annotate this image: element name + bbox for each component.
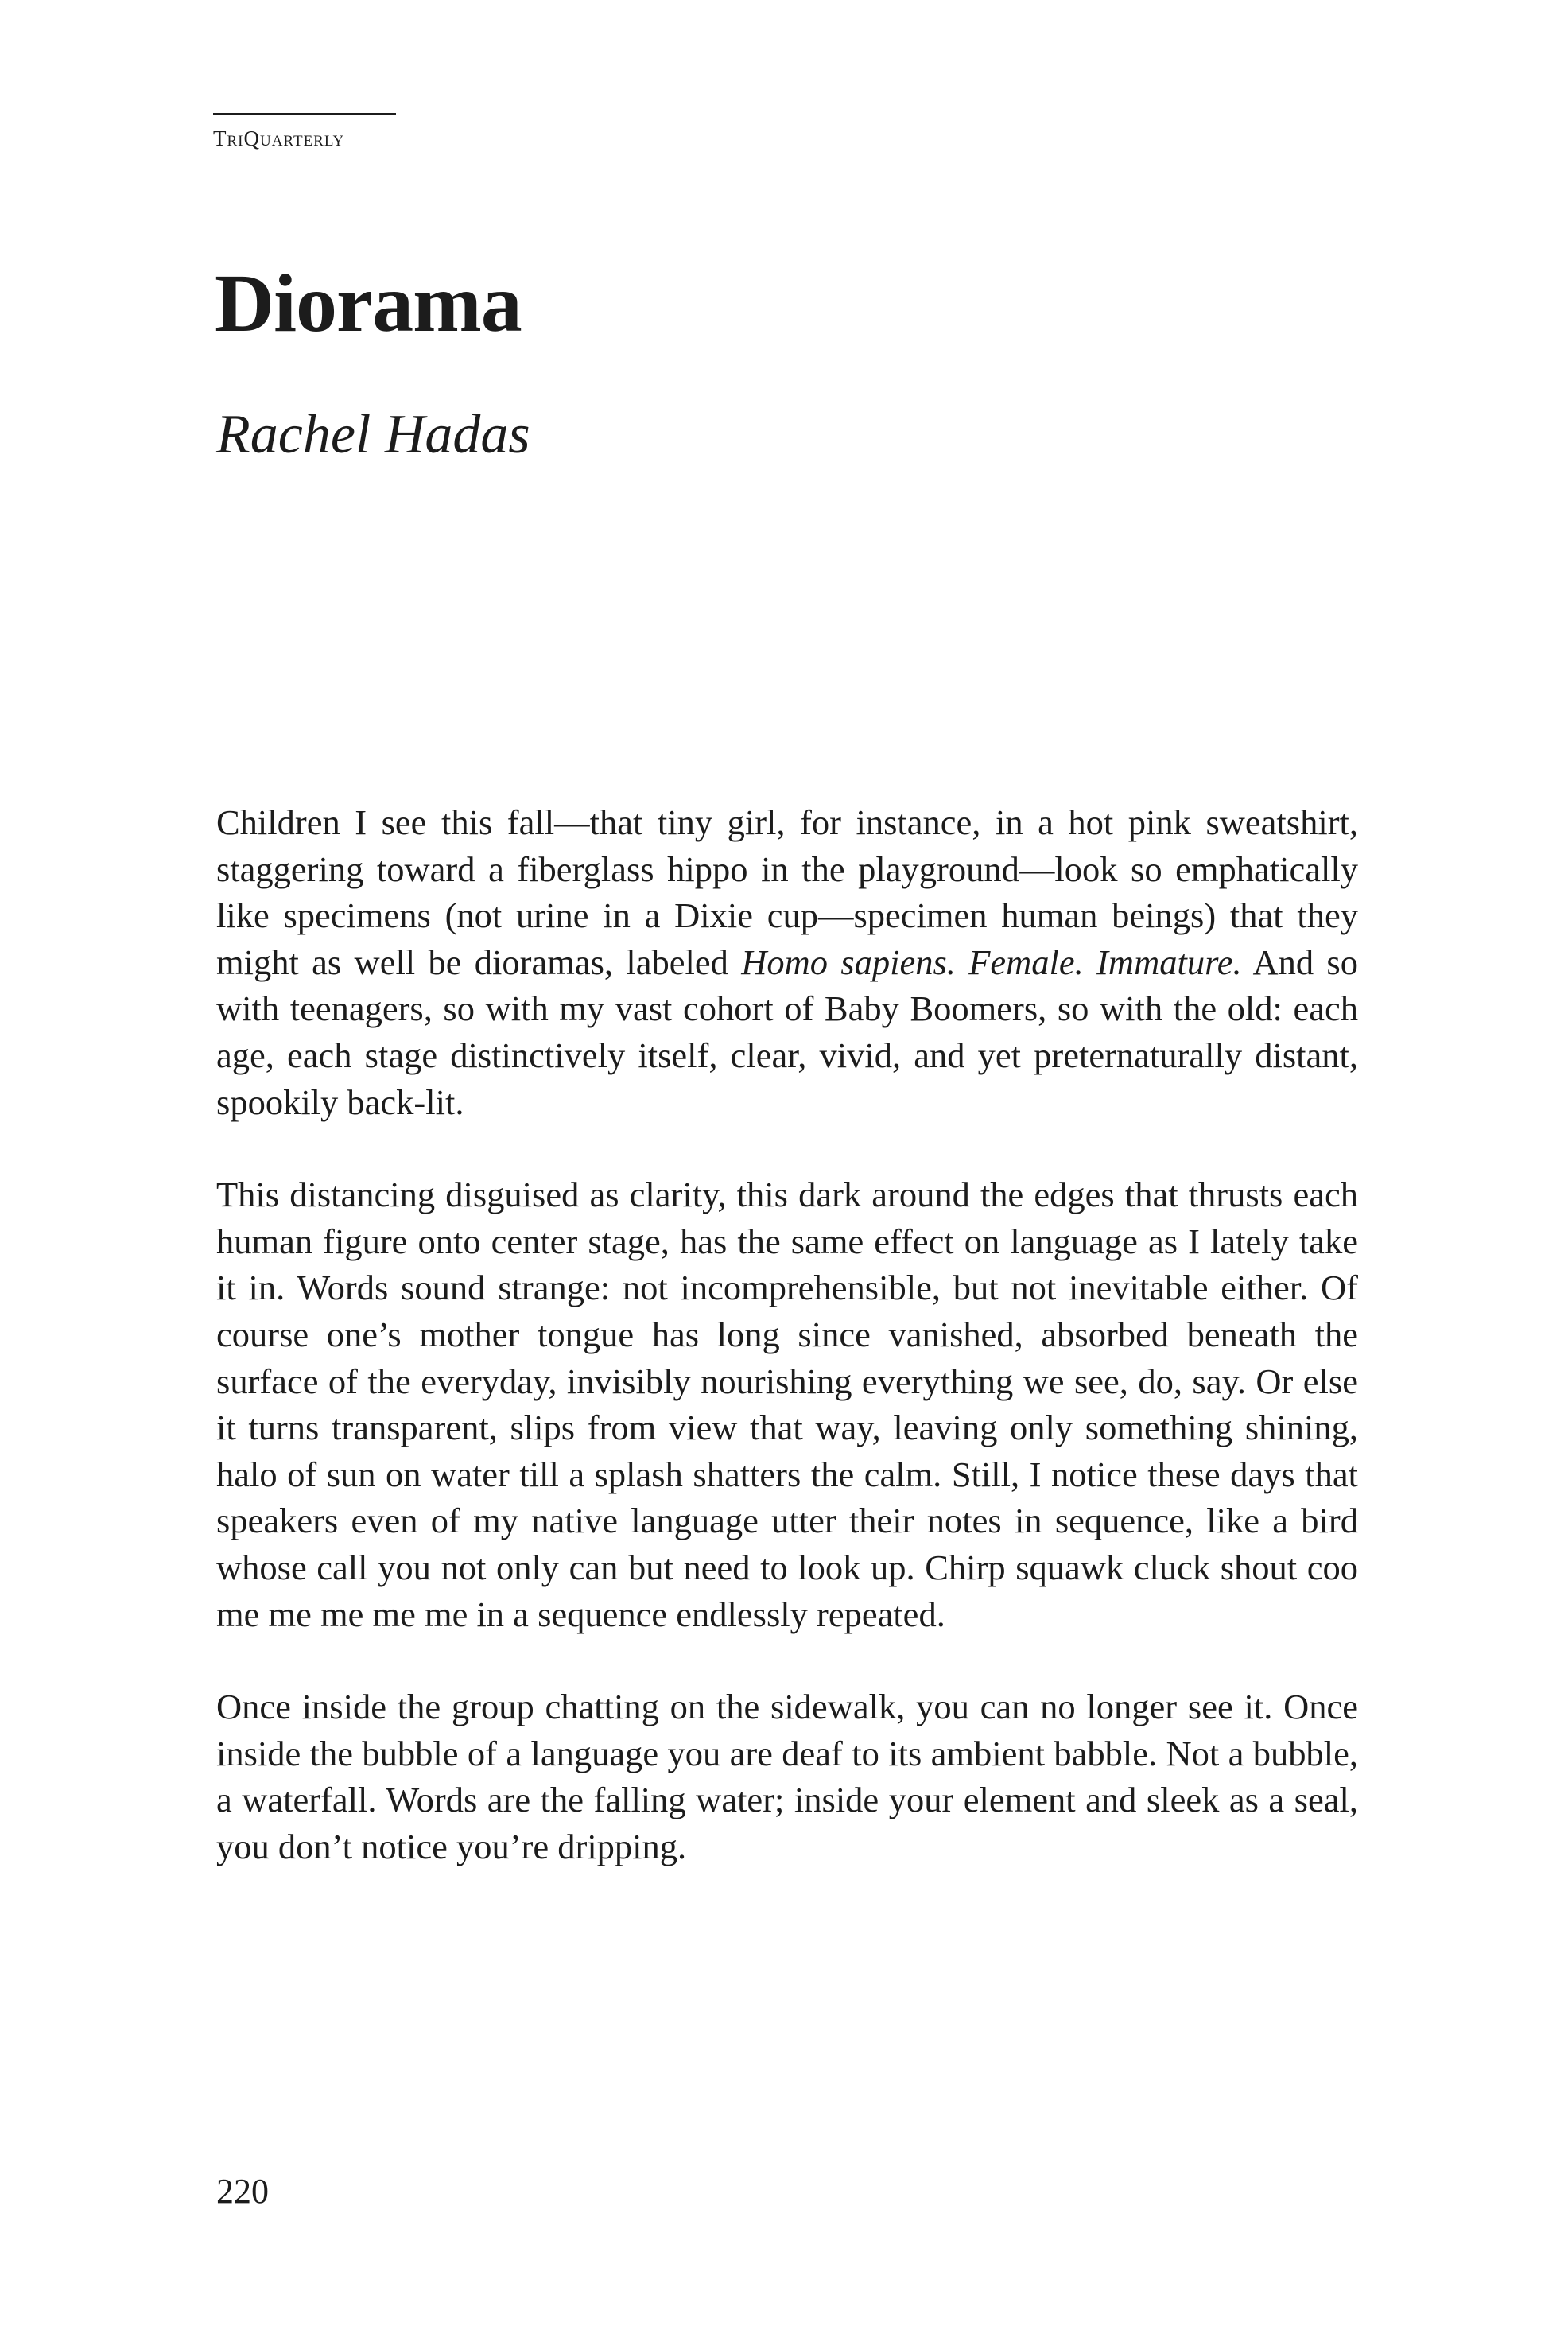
page-title: Diorama — [215, 258, 522, 349]
paragraph-1 — [216, 799, 1358, 1125]
paragraph-2: This distancing disguised as clarity, this dark around the edges that thrusts each human figure onto center stage, has the same effect on language as I lately take it in. Words sound strange: not incomprehensible, but not inevitable either. Of course one’s mother tongue has long since vanished, absorbed beneath the surface of the everyday, invisibly nourishing everything we see, do, say. Or else it turns transparent, slips from view that way, leaving only something shining, halo of sun on water till a splash shatters the calm. Still, I notice these days that speakers even of my native language utter their notes in sequence, like a bird whose call you not only can but need to look up. Chirp squawk cluck shout coo me me me me me in a sequence endlessly repeated. — [216, 1175, 1358, 1634]
paragraph-1-text-after: And so with teenagers, so with my vast cohort of Baby Boomers, so with the old: each age, each stage distinctively itself, clear, vivid, and yet preternaturally distant, spookily back-lit. — [216, 942, 1359, 1122]
paragraph-1-italic-label: Homo sapiens. Female. Immature. — [741, 942, 1242, 982]
paragraph-3: Once inside the group chatting on the sidewalk, you can no longer see it. Once inside the bubble of a language you are deaf to its ambient babble. Not a bubble, a waterfall. Words are the falling water; inside your element and sleek as a seal, you don’t notice you’re dripping. — [216, 1687, 1358, 1866]
essay-body — [216, 799, 1358, 1870]
paragraph-1-text-before: Children I see this fall—that tiny girl, for instance, in a hot pink sweatshirt, staggering toward a fiberglass hippo in the playground—look so emphatically like specimens (not urine in a Dixie cup—specimen human beings) that they might as well be dioramas, labeled — [216, 802, 1358, 982]
running-head: TriQuarterly — [213, 113, 396, 151]
author-byline: Rachel Hadas — [216, 404, 530, 465]
page-number: 220 — [216, 2172, 269, 2211]
